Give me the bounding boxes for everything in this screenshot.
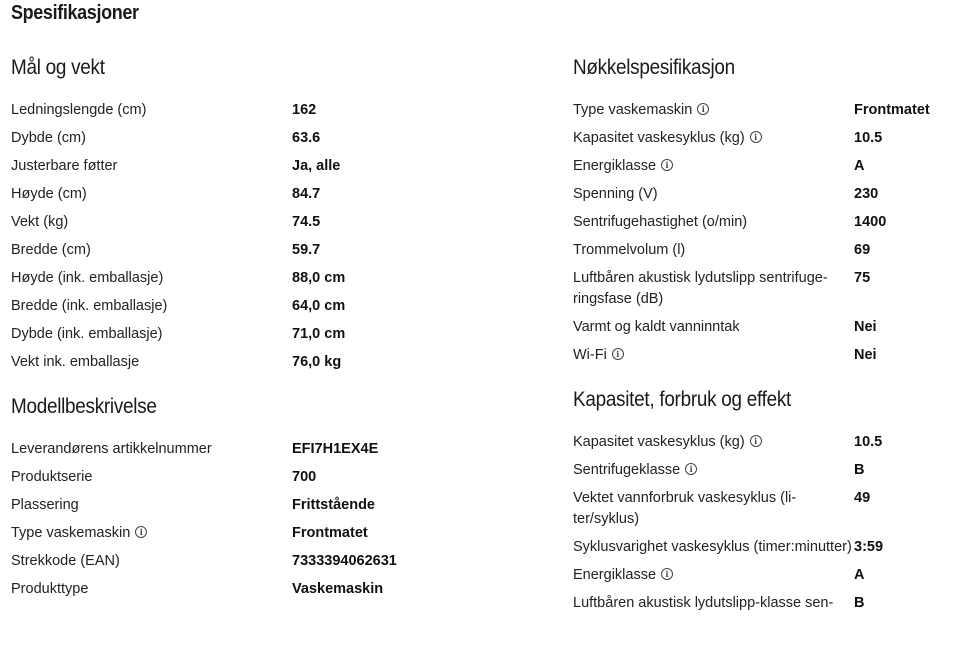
spec-label: Syklusvarighet vaskesyklus (timer:minutter) (573, 539, 852, 555)
spec-label: Strekkode (EAN) (11, 553, 120, 569)
spec-value: 75 (854, 270, 871, 286)
spec-value: 1400 (854, 214, 887, 230)
spec-value: 49 (854, 490, 871, 506)
info-icon[interactable]: i (135, 526, 147, 538)
section-title: Kapasitet, forbruk og effekt (573, 388, 791, 411)
spec-label: Kapasitet vaskesyklus (kg) (573, 130, 745, 146)
spec-row (11, 153, 531, 181)
spec-label: Produktserie (11, 469, 93, 485)
spec-label-cell (11, 156, 292, 177)
spec-row (11, 436, 531, 464)
spec-label-cell (573, 100, 854, 121)
spec-label-cell (11, 439, 292, 460)
spec-row (573, 457, 953, 485)
spec-value: 7333394062631 (292, 553, 397, 569)
spec-label: Luftbåren akustisk lydutslipp sentrifugeringsfase (dB) (573, 270, 828, 307)
spec-value: 84.7 (292, 186, 321, 202)
spec-label-cell (11, 100, 292, 121)
spec-value: 230 (854, 186, 879, 202)
spec-label-cell (573, 432, 854, 453)
spec-row (11, 265, 531, 293)
spec-value: 88,0 cm (292, 270, 346, 286)
spec-label: Energiklasse (573, 567, 657, 583)
spec-value: 69 (854, 242, 871, 258)
spec-label-cell (11, 296, 292, 317)
spec-label: Varmt og kaldt vanninntak (573, 319, 740, 335)
spec-label: Justerbare føtter (11, 158, 118, 174)
spec-value: Frontmatet (854, 102, 930, 118)
spec-label-cell (573, 156, 854, 177)
page-title: Spesifikasjoner (11, 2, 139, 24)
spec-row (11, 97, 531, 125)
spec-row (11, 349, 531, 377)
spec-label-cell (11, 324, 292, 345)
spec-value: Vaskemaskin (292, 581, 384, 597)
spec-label-cell (11, 240, 292, 261)
info-icon[interactable]: i (697, 103, 709, 115)
spec-label-cell (11, 128, 292, 149)
spec-row (573, 181, 953, 209)
spec-label: Plassering (11, 497, 79, 513)
spec-value: B (854, 595, 865, 611)
spec-label: Dybde (cm) (11, 130, 86, 146)
spec-row (573, 237, 953, 265)
spec-label-cell (11, 467, 292, 488)
section-title: Modellbeskrivelse (11, 395, 157, 418)
spec-label: Bredde (cm) (11, 242, 91, 258)
spec-section-kapasitet-forbruk-og-effekt (573, 386, 953, 618)
spec-value: 74.5 (292, 214, 321, 230)
spec-row (573, 590, 953, 618)
spec-row (573, 125, 953, 153)
spec-section-modellbeskrivelse (11, 393, 531, 604)
spec-row (11, 492, 531, 520)
spec-label: Energiklasse (573, 158, 657, 174)
spec-label-cell (573, 184, 854, 205)
spec-row (573, 265, 953, 314)
info-icon[interactable]: i (750, 435, 762, 447)
spec-value: B (854, 462, 865, 478)
spec-value: Nei (854, 319, 877, 335)
spec-value: 63.6 (292, 130, 321, 146)
spec-label: Vekt ink. emballasje (11, 354, 140, 370)
spec-row (11, 209, 531, 237)
spec-section-mal-og-vekt (11, 54, 531, 377)
spec-value: 76,0 kg (292, 354, 342, 370)
info-icon[interactable]: i (612, 348, 624, 360)
spec-label: Type vaskemaskin (11, 525, 131, 541)
spec-value: 3:59 (854, 539, 884, 555)
spec-row (573, 209, 953, 237)
spec-label-cell (11, 268, 292, 289)
spec-section-nokkelspesifikasjon (573, 54, 953, 370)
spec-value: Nei (854, 347, 877, 363)
spec-label: Leverandørens artikkelnummer (11, 441, 212, 457)
spec-label: Wi-Fi (573, 347, 607, 363)
spec-label: Sentrifugeklasse (573, 462, 681, 478)
spec-row (11, 520, 531, 548)
spec-label-cell (11, 551, 292, 572)
spec-label-cell (573, 488, 854, 530)
spec-label-cell (573, 212, 854, 233)
spec-label-cell (573, 565, 854, 586)
spec-label: Type vaskemaskin (573, 102, 693, 118)
spec-row (11, 576, 531, 604)
spec-label: Spenning (V) (573, 186, 658, 202)
spec-label: Sentrifugehastighet (o/min) (573, 214, 748, 230)
spec-row (573, 314, 953, 342)
spec-label-cell (11, 523, 292, 544)
spec-label-cell (11, 579, 292, 600)
spec-row (573, 342, 953, 370)
spec-label-cell (573, 128, 854, 149)
info-icon[interactable]: i (685, 463, 697, 475)
spec-label: Høyde (ink. emballasje) (11, 270, 164, 286)
spec-value: Frontmatet (292, 525, 368, 541)
spec-label: Produkttype (11, 581, 89, 597)
spec-value: EFI7H1EX4E (292, 441, 379, 457)
spec-label: Vekt (kg) (11, 214, 69, 230)
spec-value: A (854, 567, 865, 583)
spec-row (573, 562, 953, 590)
spec-label-cell (11, 212, 292, 233)
spec-label: Ledningslengde (cm) (11, 102, 147, 118)
info-icon[interactable]: i (661, 159, 673, 171)
spec-value: A (854, 158, 865, 174)
spec-label-cell (11, 352, 292, 373)
spec-row (11, 321, 531, 349)
section-title: Mål og vekt (11, 56, 105, 79)
spec-row (573, 485, 953, 534)
spec-value: 10.5 (854, 434, 883, 450)
spec-label: Bredde (ink. emballasje) (11, 298, 168, 314)
spec-value: 700 (292, 469, 317, 485)
spec-label: Vektet vannforbruk vaskesyklus (liter/syklus) (573, 490, 797, 527)
right-column (573, 54, 953, 618)
spec-value: Frittstående (292, 497, 375, 513)
spec-label: Trommelvolum (l) (573, 242, 686, 258)
section-title: Nøkkelspesifikasjon (573, 56, 735, 79)
spec-value: Ja, alle (292, 158, 341, 174)
spec-row (573, 153, 953, 181)
spec-label: Dybde (ink. emballasje) (11, 326, 163, 342)
spec-label-cell (573, 240, 854, 261)
spec-row (11, 548, 531, 576)
spec-value: 10.5 (854, 130, 883, 146)
info-icon[interactable]: i (661, 568, 673, 580)
spec-label-cell (573, 593, 854, 614)
spec-value: 64,0 cm (292, 298, 346, 314)
spec-label-cell (11, 184, 292, 205)
spec-row (573, 429, 953, 457)
spec-label: Høyde (cm) (11, 186, 87, 202)
spec-label-cell (573, 460, 854, 481)
spec-row (573, 534, 953, 562)
spec-label-cell (573, 345, 854, 366)
spec-row (11, 125, 531, 153)
spec-label-cell (11, 495, 292, 516)
spec-row (11, 181, 531, 209)
left-column (11, 54, 531, 604)
spec-label-cell (573, 317, 854, 338)
spec-row (11, 464, 531, 492)
spec-label-cell (573, 537, 854, 558)
spec-row (11, 293, 531, 321)
spec-row (11, 237, 531, 265)
info-icon[interactable]: i (750, 131, 762, 143)
spec-row (573, 97, 953, 125)
spec-value: 71,0 cm (292, 326, 346, 342)
spec-label: Kapasitet vaskesyklus (kg) (573, 434, 745, 450)
spec-value: 59.7 (292, 242, 321, 258)
spec-label: Luftbåren akustisk lydutslipp-klasse sen- (573, 595, 834, 611)
spec-value: 162 (292, 102, 317, 118)
spec-label-cell (573, 268, 854, 310)
